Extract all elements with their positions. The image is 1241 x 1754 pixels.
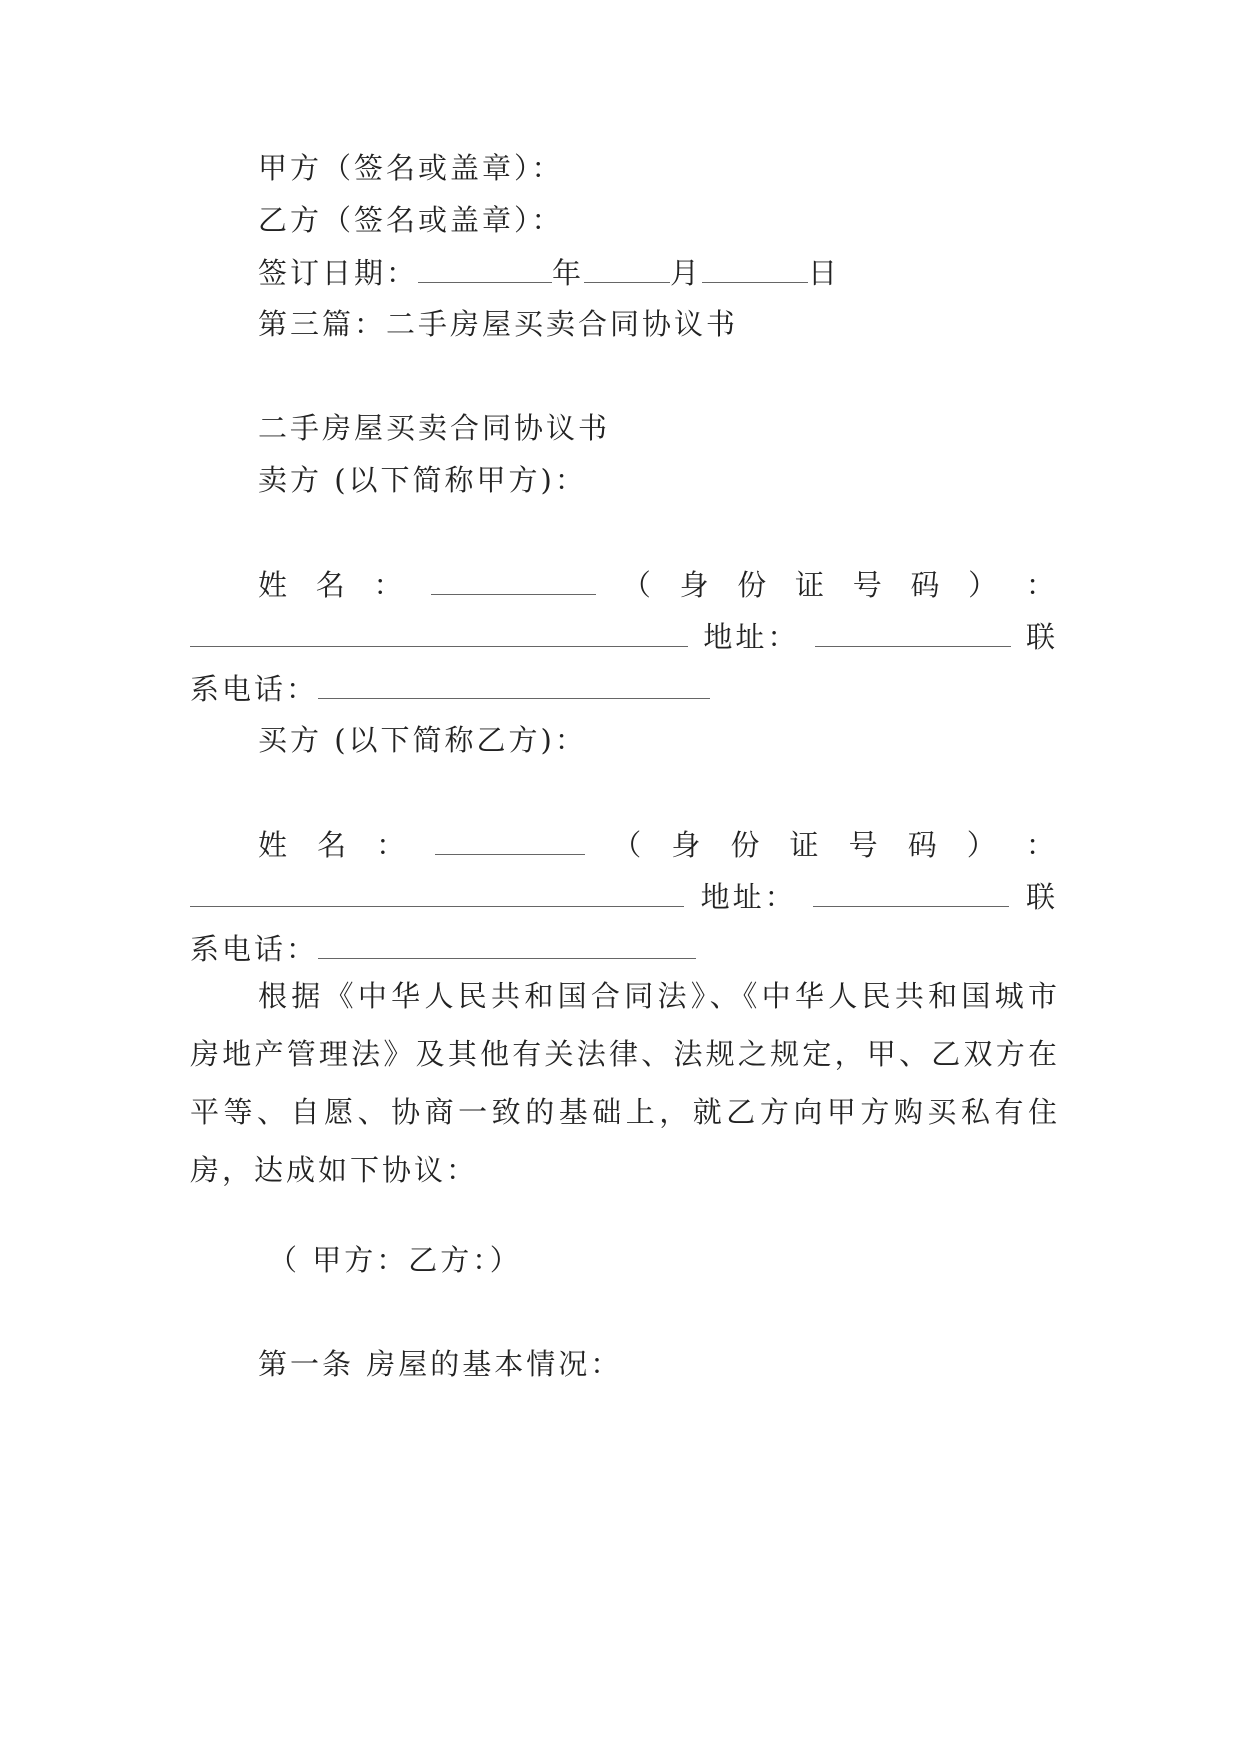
buyer-id-char: 份 <box>730 828 763 862</box>
seller-name-blank[interactable] <box>431 564 596 595</box>
seller-name-char: 姓 <box>258 568 291 602</box>
buyer-id-char: 证 <box>789 828 822 862</box>
year-blank[interactable] <box>418 252 552 283</box>
seller-address-blank[interactable] <box>815 616 1011 647</box>
article-one-heading: 第一条 房屋的基本情况： <box>258 1347 623 1381</box>
contract-title: 二手房屋买卖合同协议书 <box>258 411 611 445</box>
buyer-name-id-line <box>258 824 1058 865</box>
signing-date-line <box>258 252 840 293</box>
party-b-signature-line: 乙方（签名或盖章）： <box>258 203 564 237</box>
seller-id-char: ： <box>1025 568 1058 602</box>
seller-address-label: 地址： <box>703 620 800 654</box>
buyer-id-char: 身 <box>671 828 704 862</box>
buyer-id-blank[interactable] <box>190 876 684 907</box>
seller-id-char: 份 <box>737 568 770 602</box>
seller-contact-prefix: 联 <box>1025 620 1058 654</box>
seller-id-char: 码 <box>910 568 943 602</box>
seller-phone-label: 系电话： <box>190 672 319 706</box>
seller-heading: 卖方 (以下简称甲方)： <box>258 463 587 497</box>
party-a-signature-line: 甲方（签名或盖章）： <box>258 151 564 185</box>
seller-id-char: （ <box>621 568 654 602</box>
seller-id-char: 身 <box>679 568 712 602</box>
seller-phone-blank[interactable] <box>318 668 710 699</box>
buyer-name-char: ： <box>376 828 409 862</box>
month-label: 月 <box>670 256 703 290</box>
day-label: 日 <box>808 256 841 290</box>
buyer-name-char: 名 <box>317 828 350 862</box>
seller-name-id-line <box>258 564 1058 605</box>
buyer-id-char: 号 <box>848 828 881 862</box>
parties-note: （ 甲方：乙方：） <box>268 1243 522 1277</box>
buyer-phone-label: 系电话： <box>190 932 319 966</box>
month-blank[interactable] <box>584 252 670 283</box>
seller-address-line <box>190 616 1058 657</box>
buyer-id-char: ） <box>966 828 999 862</box>
buyer-address-blank[interactable] <box>813 876 1009 907</box>
buyer-id-char: （ <box>612 828 645 862</box>
buyer-id-char: 码 <box>907 828 940 862</box>
buyer-name-char: 姓 <box>258 828 291 862</box>
buyer-phone-blank[interactable] <box>318 928 696 959</box>
buyer-address-label: 地址： <box>700 880 797 914</box>
section-heading: 第三篇：二手房屋买卖合同协议书 <box>258 307 739 341</box>
seller-id-char: ） <box>968 568 1001 602</box>
seller-id-char: 号 <box>852 568 885 602</box>
signing-date-label: 签订日期： <box>258 256 419 290</box>
buyer-id-char: ： <box>1025 828 1058 862</box>
buyer-address-line <box>190 876 1058 917</box>
day-blank[interactable] <box>702 252 808 283</box>
buyer-contact-prefix: 联 <box>1025 880 1058 914</box>
seller-name-char: ： <box>373 568 406 602</box>
seller-id-char: 证 <box>795 568 828 602</box>
preamble-paragraph: 根据《中华人民共和国合同法》、《中华人民共和国城市房地产管理法》及其他有关法律、法规之规定，甲、乙双方在平等、自愿、协商一致的基础上，就乙方向甲方购买私有住房，达成如下协议： <box>190 979 1060 1187</box>
buyer-phone-line <box>190 928 696 969</box>
seller-phone-line <box>190 668 710 709</box>
buyer-heading: 买方 (以下简称乙方)： <box>258 723 587 757</box>
year-label: 年 <box>552 256 585 290</box>
buyer-name-blank[interactable] <box>435 824 585 855</box>
seller-id-blank[interactable] <box>190 616 688 647</box>
seller-name-char: 名 <box>315 568 348 602</box>
